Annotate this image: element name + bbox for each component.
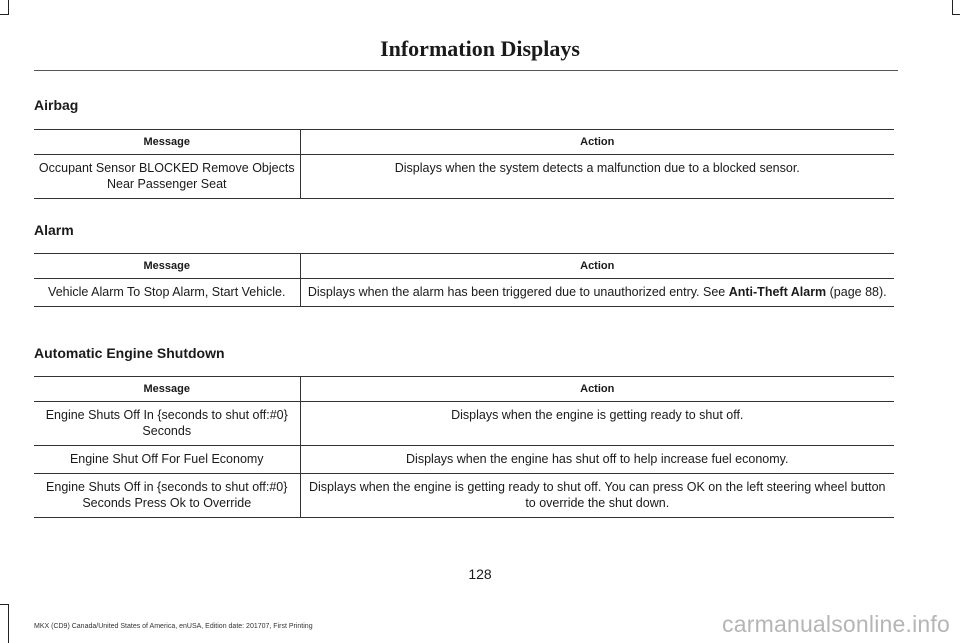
section-airbag: [34, 96, 894, 199]
action-cell: Displays when the engine is getting ready to shut off. You can press OK on the left steering wheel button to override the shut down.: [300, 474, 894, 518]
column-header-action: Action: [300, 377, 894, 402]
crop-mark: [0, 14, 9, 15]
message-table: [34, 253, 894, 307]
column-header-action: Action: [300, 130, 894, 155]
section-title: Airbag: [34, 97, 79, 113]
section-alarm: [34, 221, 894, 307]
crop-mark: [952, 14, 960, 15]
section-automatic-engine-shutdown: [34, 344, 894, 518]
column-header-message: Message: [34, 130, 300, 155]
message-cell: Engine Shut Off For Fuel Economy: [34, 446, 300, 474]
message-table: [34, 376, 894, 518]
page-title: Information Displays: [380, 36, 580, 61]
table-row: [34, 446, 894, 474]
message-cell: Engine Shuts Off in {seconds to shut off:#0} Seconds Press Ok to Override: [34, 474, 300, 518]
crop-mark: [0, 604, 9, 605]
table-header-row: [34, 130, 894, 155]
message-table: [34, 129, 894, 199]
table-row: [34, 402, 894, 446]
section-title: Automatic Engine Shutdown: [34, 345, 225, 361]
edition-footer: MKX (CD9) Canada/United States of America, enUSA, Edition date: 201707, First Printing: [34, 623, 313, 630]
message-cell: Occupant Sensor BLOCKED Remove Objects Near Passenger Seat: [34, 155, 300, 199]
column-header-message: Message: [34, 377, 300, 402]
page-reference: (page 88).: [826, 285, 887, 299]
section-title: Alarm: [34, 222, 74, 238]
table-header-row: [34, 254, 894, 279]
message-cell: Engine Shuts Off In {seconds to shut off:#0} Seconds: [34, 402, 300, 446]
action-text: Displays when the alarm has been triggered due to unauthorized entry. See: [307, 285, 729, 299]
column-header-action: Action: [300, 254, 894, 279]
table-header-row: [34, 377, 894, 402]
action-cell: Displays when the engine is getting ready to shut off.: [300, 402, 894, 446]
cross-reference-link[interactable]: Anti-Theft Alarm: [728, 285, 827, 299]
table-row: [34, 279, 894, 307]
table-row: [34, 474, 894, 518]
action-cell: Displays when the system detects a malfunction due to a blocked sensor.: [300, 155, 894, 199]
action-cell: Displays when the engine has shut off to help increase fuel economy.: [300, 446, 894, 474]
message-cell: Vehicle Alarm To Stop Alarm, Start Vehicle.: [34, 279, 300, 307]
crop-mark: [8, 0, 9, 14]
column-header-message: Message: [34, 254, 300, 279]
crop-mark: [8, 604, 9, 643]
page-number: 128: [468, 566, 492, 582]
table-row: [34, 155, 894, 199]
watermark: carmanualsonline.info: [722, 611, 950, 637]
header-divider: [34, 70, 898, 71]
action-cell: [300, 279, 894, 307]
crop-mark: [952, 0, 953, 14]
